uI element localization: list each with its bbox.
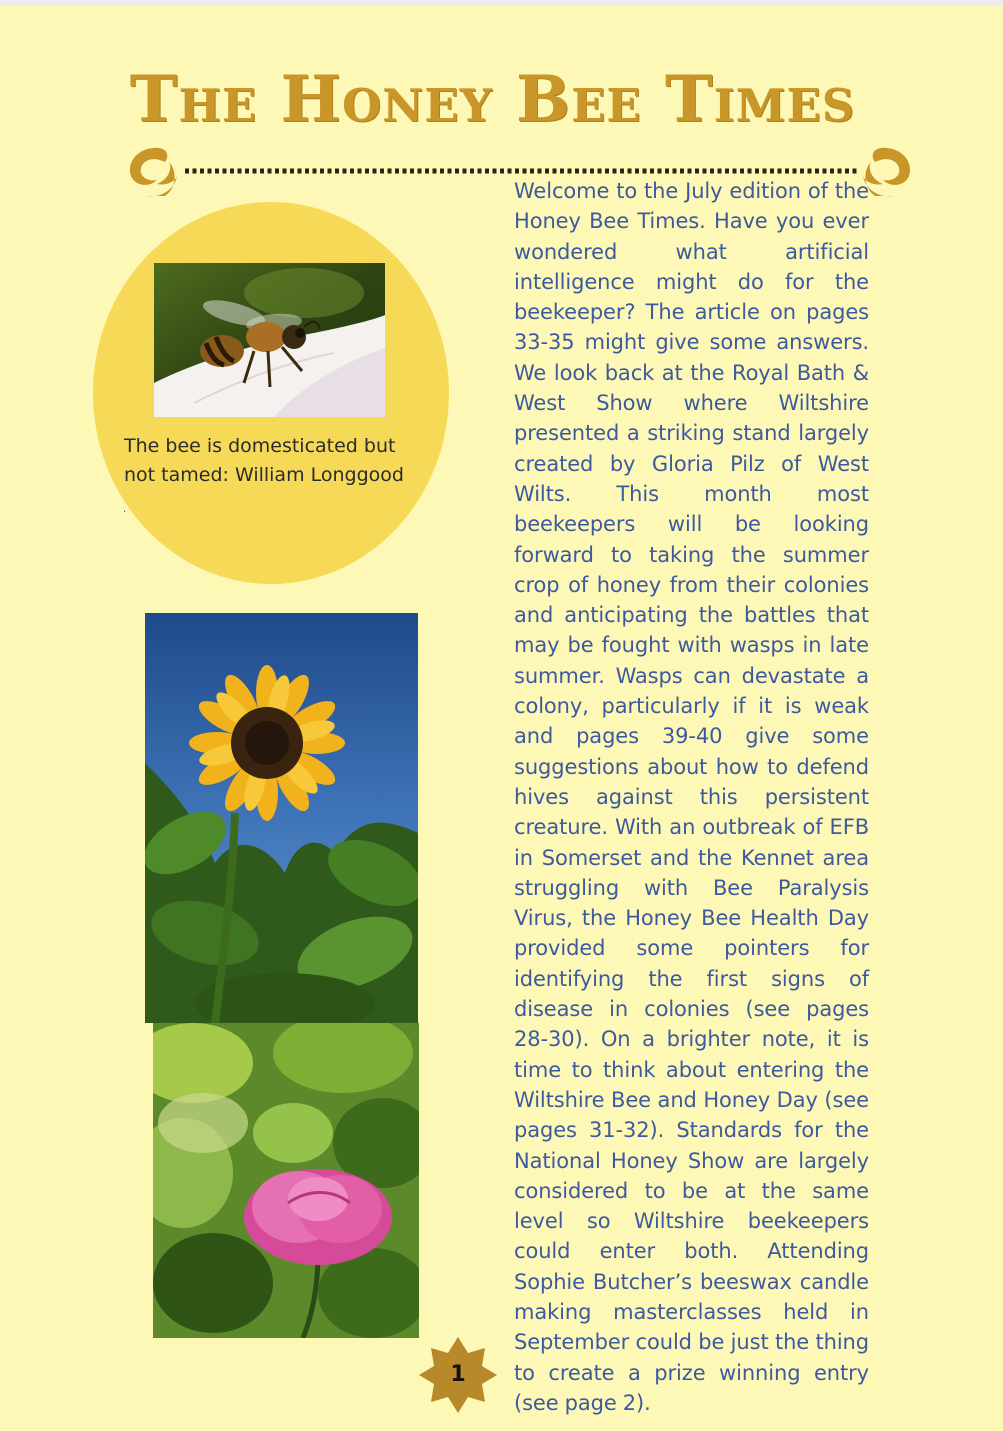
editorial-text: Welcome to the July edition of the Honey Bee Times. Have you ever wondered what artificial intelligence might do for the beekeeper? The article on pages 33-35 might give some answers. We look back at the Royal Bath & West Show where Wiltshire presented a striking stand largely created by Gloria Pilz of West Wilts. This month most beekeepers will be looking forward to taking the summer crop of honey from their colonies and anticipating the battles that may be fought with wasps in late summer. Wasps can devastate a colony, particularly if it is weak and pages 39-40 give some suggestions about how to defend hives against this persistent creature. With an outbreak of EFB in Somerset and the Kennet area struggling with Bee Paralysis Virus, the Honey Bee Health Day provided some pointers for identifying the first signs of disease in colonies (see pages 28-30). On a brighter note, it is time to think about entering the Wiltshire Bee and Honey Day (see pages 31-32). Standards for the National Honey Show are largely considered to be at the same level so Wiltshire beekeepers could enter both. Attending Sophie Butcher’s beeswax candle making masterclasses held in September could be just the thing to create a prize winning entry (see page 2). [514, 179, 869, 1415]
page-number: 1 [450, 1362, 466, 1387]
right-swirl-icon [863, 148, 910, 197]
top-strip [0, 0, 1003, 6]
bee-photo [154, 263, 385, 417]
newsletter-title: The Honey Bee Times [129, 62, 856, 137]
quote-dot: . [123, 504, 127, 515]
rose-photo [153, 1023, 419, 1338]
left-swirl-icon [130, 148, 177, 197]
bee-quote: The bee is domesticated but not tamed: William Longgood [124, 435, 404, 486]
sunflower-photo [145, 613, 418, 1023]
